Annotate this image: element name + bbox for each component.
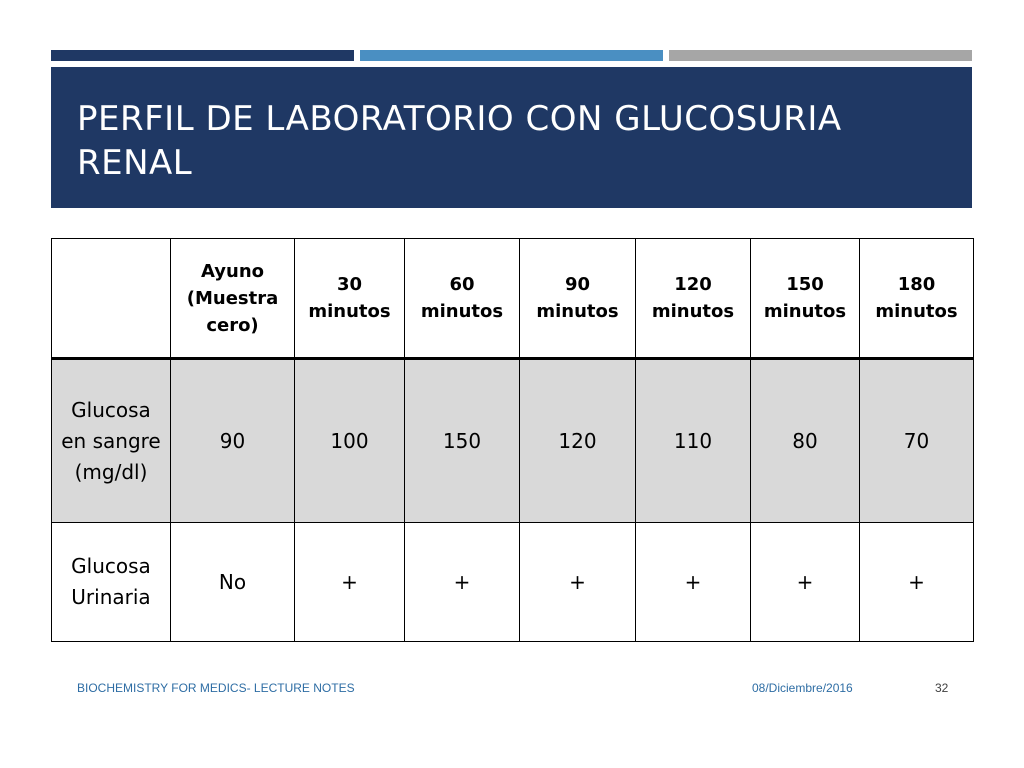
footer-date: 08/Diciembre/2016: [752, 681, 853, 695]
table-cell: 120: [520, 359, 636, 523]
header-cell: 150 minutos: [751, 239, 860, 359]
table-cell: 80: [751, 359, 860, 523]
table-cell: 70: [860, 359, 974, 523]
table-row: [52, 359, 974, 523]
table-cell: 100: [295, 359, 405, 523]
header-cell: 90 minutos: [520, 239, 636, 359]
table-cell: No: [171, 523, 295, 642]
header-cell: 60 minutos: [405, 239, 520, 359]
table-header-row: [52, 239, 974, 359]
table-cell: +: [751, 523, 860, 642]
accent-bar-dark: [51, 50, 354, 61]
table-cell: 90: [171, 359, 295, 523]
table-cell: 110: [636, 359, 751, 523]
table-row: [52, 523, 974, 642]
table-cell: +: [520, 523, 636, 642]
footer-course-title: BIOCHEMISTRY FOR MEDICS- LECTURE NOTES: [77, 681, 355, 695]
accent-bar-gray: [669, 50, 972, 61]
table-cell: +: [405, 523, 520, 642]
lab-profile-table: [51, 238, 974, 642]
header-cell: Ayuno (Muestra cero): [171, 239, 295, 359]
header-cell: [52, 239, 171, 359]
header-cell: 180 minutos: [860, 239, 974, 359]
row-label: Glucosa Urinaria: [52, 523, 171, 642]
header-cell: 30 minutos: [295, 239, 405, 359]
table-cell: +: [860, 523, 974, 642]
table-cell: 150: [405, 359, 520, 523]
slide-title: PERFIL DE LABORATORIO CON GLUCOSURIA RENAL: [77, 99, 842, 183]
header-cell: 120 minutos: [636, 239, 751, 359]
slide-number: 32: [935, 681, 949, 695]
accent-bar-blue: [360, 50, 663, 61]
table-cell: +: [295, 523, 405, 642]
row-label: Glucosa en sangre (mg/dl): [52, 359, 171, 523]
table-cell: +: [636, 523, 751, 642]
title-banner: [51, 67, 972, 208]
